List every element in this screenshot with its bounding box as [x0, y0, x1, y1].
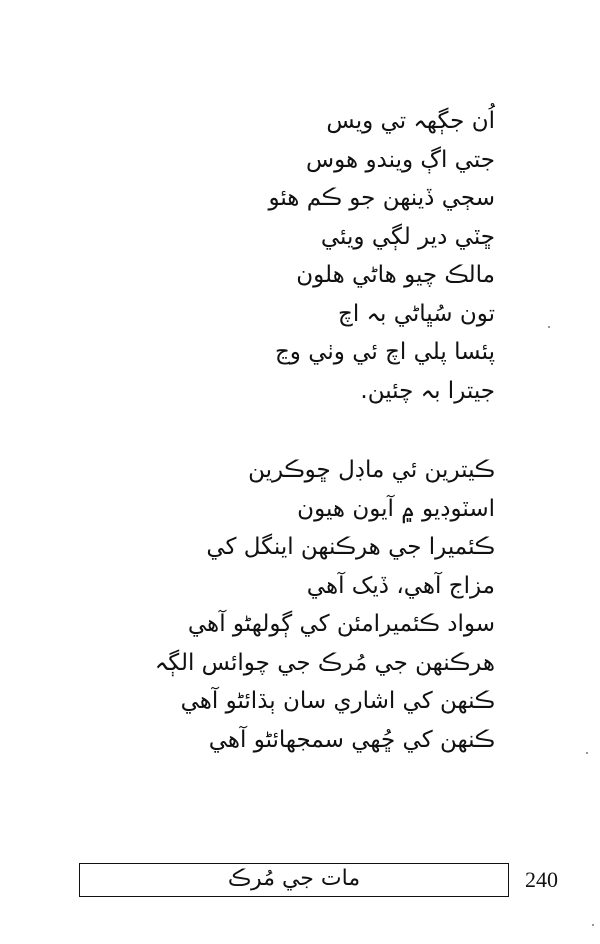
- verse-line: ڪئميرا جي هرڪنهن اينگل کي: [206, 534, 495, 560]
- scan-speck: [548, 326, 550, 328]
- running-title: مات جي مُرڪ: [227, 866, 361, 891]
- verse-line: تون سُڀاڻي بہ اچ: [337, 300, 495, 327]
- verse-line: اسٽوڊيو ۾ آيون هيون: [297, 495, 495, 522]
- verse-line: اُن جڳهہ تي ويس: [326, 108, 495, 134]
- verse-line: هرڪنهن جي مُرڪ جي چوائس الڳہ: [154, 649, 495, 676]
- poem-stanza-1: [268, 102, 495, 410]
- verse-line: مالڪ چيو هاڻي هلون: [296, 262, 495, 288]
- scan-speck: [592, 924, 594, 926]
- verse-line: پئسا پلي اچ ئي وٺي وڃ: [274, 339, 495, 365]
- running-title-box: [79, 863, 509, 897]
- poem-stanza-2: [155, 451, 495, 759]
- page-number: 240: [525, 867, 558, 892]
- verse-line: جيترا بہ چئين.: [360, 377, 495, 404]
- verse-line: مزاج آهي، ڏيک آهي: [306, 572, 495, 599]
- verse-line: سواد ڪئميرامئن کي ڳولهڻو آهي: [187, 611, 495, 637]
- verse-line: ڇٽي دير لڳي ويئي: [320, 223, 495, 250]
- verse-line: سڄي ڏينهن جو ڪم هئو: [268, 185, 495, 211]
- verse-line: جتي اڳ ويندو هوس: [306, 146, 495, 173]
- verse-line: ڪيترين ئي ماڊل ڇوڪرين: [248, 457, 495, 483]
- scan-speck: [586, 752, 588, 754]
- verse-line: ڪنهن کي اشاري سان ٻڌائڻو آهي: [180, 688, 495, 714]
- verse-line: ڪنهن کي ڇُهي سمجهائڻو آهي: [208, 726, 495, 753]
